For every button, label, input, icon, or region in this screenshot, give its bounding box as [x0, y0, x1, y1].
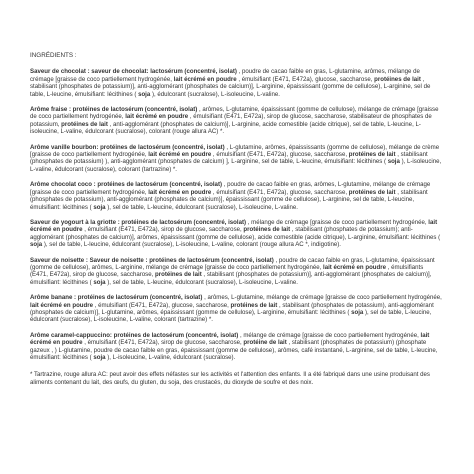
bold-segment: Saveur de chocolat : saveur de chocolat: lactosérum (concentré, isolat)	[30, 68, 237, 76]
text-segment: ), sel de table, L-leucine, édulcorant (sucralose), L-isoleucine, L-valine, colorant (rouge allura AC *, indigotine).	[42, 241, 341, 249]
text-segment: ), L-isoleucine, L-valine, édulcorant (sucralose).	[105, 354, 236, 361]
bold-segment: Arôme banane : protéines de lactosérum (concentré, isolat)	[30, 294, 203, 302]
bold-segment: soja	[387, 158, 400, 166]
bold-segment: Arôme vanille bourbon: protéines de lactosérum (concentré, isolat)	[30, 143, 225, 151]
bold-segment: lait écrémé en poudre	[148, 188, 212, 196]
text-segment: , anti-agglomérant (phosphates de calcium)], L-arginine, acide comestible (acide citrique), sel de table, L-leucine, L-isoleucine, L-valine, édulcorant (sucralose), colorant (rouge allura AC) *.	[30, 120, 421, 136]
text-segment: , poudre de cacao faible en gras, L-glutamine, épaississant (gomme de cellulose), arômes, L-arginine, mélange de crémage [graisse de coco partiellement hydrogénée,	[30, 256, 435, 271]
bold-segment: soja	[93, 278, 106, 286]
text-segment: ), sel de table, L-leucine, édulcorant (sucralose), L-isoleucine, L-valine, colorant (tartrazine) *.	[30, 308, 432, 324]
bold-segment: lait écrémé en poudre	[30, 301, 93, 309]
text-segment: , mélange de crémage [graisse de coco partiellement hydrogénée,	[238, 331, 421, 339]
bold-segment: protéines de lait	[374, 75, 421, 83]
bold-segment: protéines de lait	[155, 271, 202, 279]
bold-segment: soja	[93, 354, 106, 361]
text-segment: , stabilisant (phosphates de potassium) ), anti-agglomérant (phosphates de calcium) ], L-arginine, sel de table, L-leucine, émulsifiant: lécithines (	[30, 151, 428, 166]
ingredient-paragraph	[30, 219, 442, 249]
bold-segment: lait écrémé en poudre	[125, 113, 189, 121]
ingredient-paragraph	[30, 181, 442, 211]
bold-segment: Saveur de noisette : Saveur de noisette : protéines de lactosérum (concentré, isolat)	[30, 256, 274, 264]
bold-segment: protéines de lait	[230, 301, 278, 309]
bold-segment: lait écrémé en poudre	[173, 75, 237, 83]
bold-segment: lait écrémé en poudre	[30, 218, 438, 234]
bold-segment: protéines de lait	[61, 120, 108, 128]
bold-segment: soja	[30, 241, 43, 249]
text-segment: , stabilisant (phosphates de potassium); anti-agglomérant (phosphates de calcium)], arômes, épaississant (gomme de cellulose), acide comestible (acide citrique), L-arginine, émulsifiant: lécithines (	[30, 226, 441, 241]
bold-segment: soja	[138, 90, 151, 98]
bold-segment: Arôme chocolat coco : protéines de lactosérum (concentré, isolat)	[30, 181, 222, 189]
ingredient-paragraph	[30, 106, 442, 136]
text-segment: , émulsifiants (E471, E472a), sirop de glucose, saccharose,	[30, 263, 424, 279]
text-segment: , poudre de cacao faible en gras, arômes, L-glutamine, mélange de crémage [graisse de coco partiellement hydrogénée,	[30, 181, 431, 196]
text-segment: ), sel de table, L-leucine, édulcorant (sucralose), L-isoleucine, L-valine.	[105, 203, 298, 211]
text-segment: , émulsifiant (E471, E472a), sirop de glucose, saccharose, stabilisateur de phosphates de potassium,	[30, 113, 432, 128]
bold-segment: protéines de lait	[348, 188, 396, 196]
text-segment: , stabilisant (phosphates de potassium) (phosphate gazeux , ) L-glutamine, poudre de cacao faible en gras, épaississant (gomme de cellulose), arômes, café instantané, L-arginine, sel de table, L-leucine, émulsifiant: lécithines (	[30, 339, 438, 361]
text-segment: , émulsifiant (E471, E472a), glucose, saccharose,	[93, 301, 231, 309]
text-segment: , stabilisant (phosphates de potassium), anti-agglomérant (phosphates de calcium)], L-glutamine, arômes, épaississant (gomme de cellulose), L-arginine, émulsifiant: lécithines (	[30, 301, 434, 316]
ingredient-paragraph	[30, 68, 442, 98]
bold-segment: lait écrémé en poudre	[323, 263, 386, 271]
text-segment: ), sel de table, L-leucine, édulcorant (sucralose), L-isoleucine, L-valine.	[105, 278, 298, 286]
ingredient-paragraph	[30, 144, 442, 174]
text-segment: , L-glutamine, arômes, épaississants (gomme de cellulose), mélange de crème [graisse de coco partiellement hydrogénée,	[30, 143, 440, 159]
text-segment: , stabilisant (phosphates de potassium)], anti-agglomérant (phosphates de calcium)], L-arginine, épaississant (gomme de cellulose), L-arginine, sel de table, L-leucine, émulsifiant: lécithines (	[30, 75, 431, 98]
bold-segment: protéine de lait	[243, 339, 287, 347]
text-segment: , mélange de crémage [graisse de coco partiellement hydrogénée,	[246, 218, 429, 226]
text-segment: , émulsifiant (E471, E472a), sirop de glucose, saccharose,	[82, 339, 244, 347]
bold-segment: protéines de lait	[243, 226, 291, 234]
bold-segment: Arôme caramel-cappuccino: protéines de lactosérum (concentré, isolat)	[30, 331, 239, 339]
text-segment: , émulsifiant (E471, E472a), sirop de glucose, saccharose,	[82, 226, 244, 234]
text-segment: , émulsifiant (E471, E472a), glucose, saccharose,	[211, 151, 349, 159]
ingredient-paragraph	[30, 294, 442, 324]
bold-segment: lait écrémé en poudre	[148, 151, 212, 159]
bold-segment: protéines de lait	[348, 151, 396, 159]
bold-segment: soja	[351, 308, 364, 316]
text-segment: , émulsifiant (E471, E472a), glucose, saccharose,	[236, 75, 375, 83]
text-segment: ), L-isoleucine, L-valine, édulcorant (sucralose), colorant (tartrazine) *.	[30, 158, 442, 173]
ingredient-paragraph	[30, 257, 442, 287]
text-segment: , arômes, L-glutamine, épaississant (gomme de cellulose), mélange de crémage [graisse de coco partiellement hydrogénée,	[30, 106, 439, 121]
bold-segment: soja	[93, 203, 106, 211]
text-segment: , poudre de cacao faible en gras, L-glutamine, arômes, mélange de crémage [graisse de coco partiellement hydrogénée,	[30, 68, 420, 83]
ingredients-heading: INGRÉDIENTS :	[30, 52, 77, 59]
text-segment: , stabilisant (phosphates de potassium)], anti-agglomérant (phosphates de calcium)], émulsifiant: lécithines (	[30, 271, 432, 286]
text-segment: , émulsifiant (E471, E472a), glucose, saccharose,	[211, 188, 349, 196]
text-segment: , arômes, L-glutamine, mélange de crémage [graisse de coco partiellement hydrogénée,	[202, 294, 442, 302]
text-segment: , stabilisant (phosphates de potassium), anti-agglomérant (phosphates de calcium)], épaississant (gomme de cellulose), L-arginine, sel de table, L-leucine, émulsifiant: lécithines (	[30, 188, 428, 211]
bold-segment: lait écrémé en poudre	[30, 331, 430, 347]
ingredients-document	[30, 52, 442, 386]
bold-segment: Arôme fraise : protéines de lactosérum (concentré, isolat)	[30, 106, 198, 114]
bold-segment: Saveur de yogourt à la griotte : protéines de lactosérum (concentré, isolat)	[30, 218, 247, 226]
ingredient-paragraph	[30, 332, 442, 362]
ingredients-list	[30, 68, 442, 361]
text-segment: ), édulcorant (sucralose), L-isoleucine, L-valine.	[150, 90, 280, 98]
footnote: * Tartrazine, rouge allura AC: peut avoir des effets néfastes sur les activités et l'attention des enfants. Il a été fabriqué dans une usine produisant des aliments contenant du lait, des œufs, du gluten, du soja, des crustacés, du dioxyde de soufre et des noix.	[30, 371, 430, 386]
